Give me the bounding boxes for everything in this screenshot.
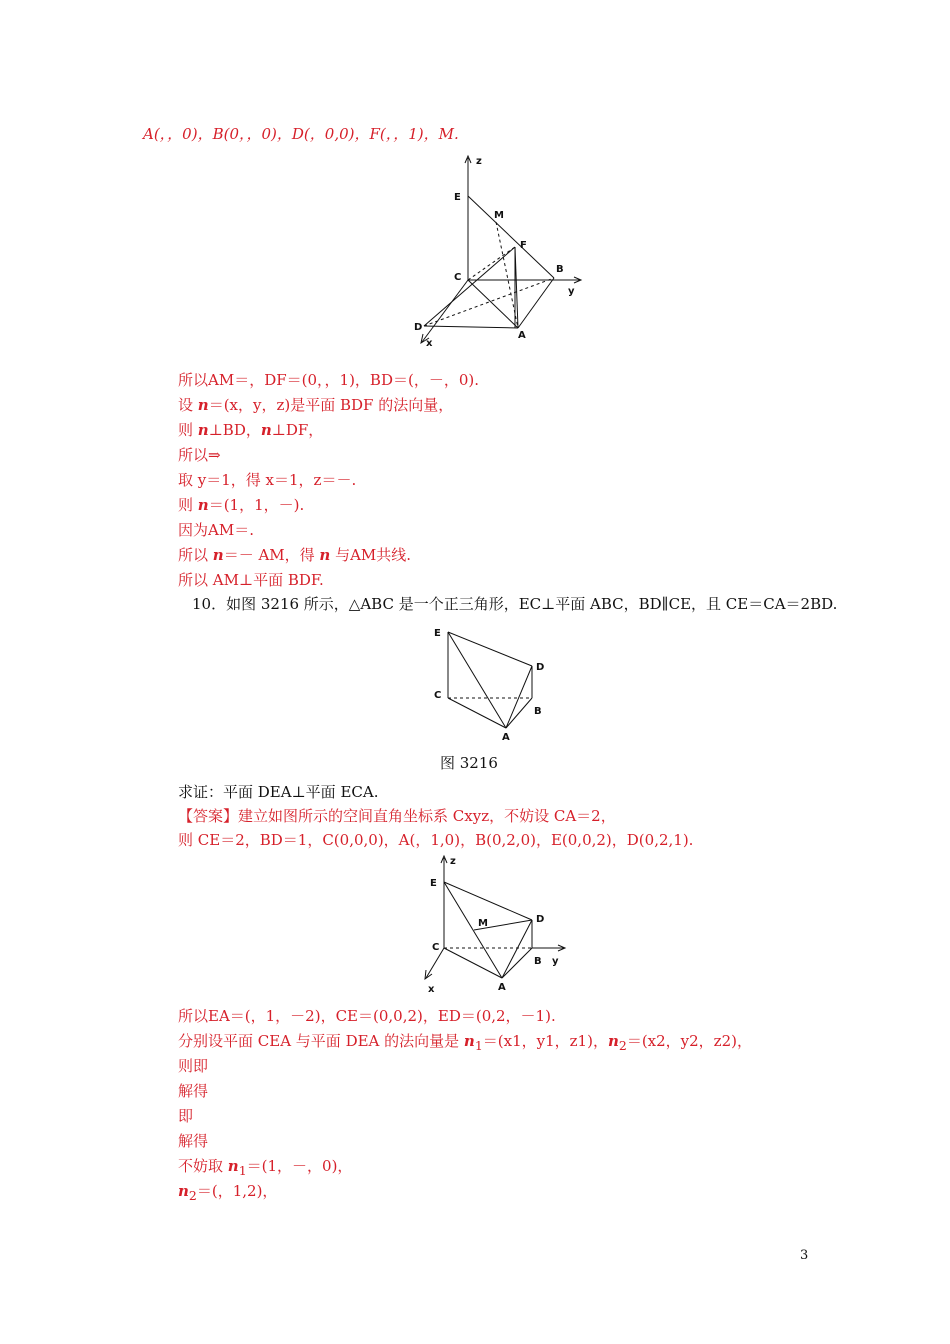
figure-caption: 图 3216 [440, 754, 498, 772]
fig1-label-e: E [454, 192, 461, 203]
math-line-3: 则即 [178, 1057, 209, 1075]
fig1-label-z: z [476, 156, 482, 167]
figure-3 [418, 852, 578, 1006]
fig2-label-b: B [534, 706, 542, 717]
fig1-label-m: M [494, 210, 504, 221]
math-line-4: 解得 [178, 1082, 209, 1100]
fig2-label-e: E [434, 628, 441, 639]
fig3-label-b: B [534, 956, 542, 967]
fig3-label-a: A [498, 982, 506, 993]
answer-tag: 【答案】 [178, 807, 239, 825]
figure-2 [428, 618, 558, 747]
fig1-label-c: C [454, 272, 462, 283]
text-line-4: 所以⇒ [178, 446, 221, 464]
fig1-label-a: A [518, 330, 526, 341]
math-line-8: $n_2=$(，1,2)， [178, 1182, 278, 1203]
answer-line-1: 【答案】建立如图所示的空间直角坐标系 Cxyz，不妨设 CA＝2， [178, 807, 616, 825]
fig2-label-a: A [502, 732, 510, 743]
text-line-9: 所以 AM⊥平面 BDF. [178, 571, 324, 589]
coords-line: A(，，0)，B(0，，0)，D(，0,0)，F(，，1)，M. [143, 125, 459, 143]
fig2-label-d: D [536, 662, 545, 673]
text-line-3: 则 n⊥BD，n⊥DF， [178, 421, 324, 439]
math-line-6: 解得 [178, 1132, 209, 1150]
question-10: 10．如图 3216 所示，△ABC 是一个正三角形，EC⊥平面 ABC，BD∥CE，且 CE＝CA＝2BD. [192, 595, 838, 613]
prove-line: 求证：平面 DEA⊥平面 ECA. [178, 783, 379, 801]
text-line-6: 则 n＝(1，1，－). [178, 496, 305, 514]
text-line-1: 所以AM＝，DF＝(0，，1)，BD＝(，－，0). [178, 371, 479, 389]
fig3-label-z: z [450, 856, 456, 867]
fig3-label-x: x [428, 984, 435, 995]
fig1-label-b: B [556, 264, 564, 275]
fig1-label-d: D [414, 322, 423, 333]
fig2-label-c: C [434, 690, 442, 701]
text-line-5: 取 y＝1，得 x＝1，z＝－. [178, 471, 357, 489]
figure-1 [410, 150, 590, 354]
fig3-label-y: y [552, 956, 559, 967]
fig1-label-y: y [568, 286, 575, 297]
fig3-label-e: E [430, 878, 437, 889]
fig3-label-m: M [478, 918, 488, 929]
math-line-1: 所以EA＝(，1，－2)，CE＝(0,0,2)，ED＝(0,2，－1). [178, 1007, 556, 1025]
text-line-2: 设 n＝(x，y，z)是平面 BDF 的法向量， [178, 396, 454, 414]
page-number: 3 [800, 1248, 809, 1263]
math-line-7: 不妨取 $n_1=(1$，－，0)， [178, 1157, 353, 1178]
math-line-2: 分别设平面 CEA 与平面 DEA 的法向量是 $n_1=(x1$，y1，z1)，$n_2=(x2$，y2，z2)， [178, 1032, 752, 1053]
math-line-5: 即 [178, 1107, 194, 1125]
text-line-7: 因为AM＝. [178, 521, 254, 539]
fig3-label-d: D [536, 914, 545, 925]
fig1-label-f: F [520, 240, 527, 251]
text-line-8: 所以 n＝－ AM，得 n 与AM共线. [178, 546, 412, 564]
fig1-label-x: x [426, 338, 433, 349]
answer-line-2: 则 CE＝2，BD＝1，C(0,0,0)，A(，1,0)，B(0,2,0)，E(0,0,2)，D(0,2,1). [178, 831, 694, 849]
fig3-label-c: C [432, 942, 440, 953]
